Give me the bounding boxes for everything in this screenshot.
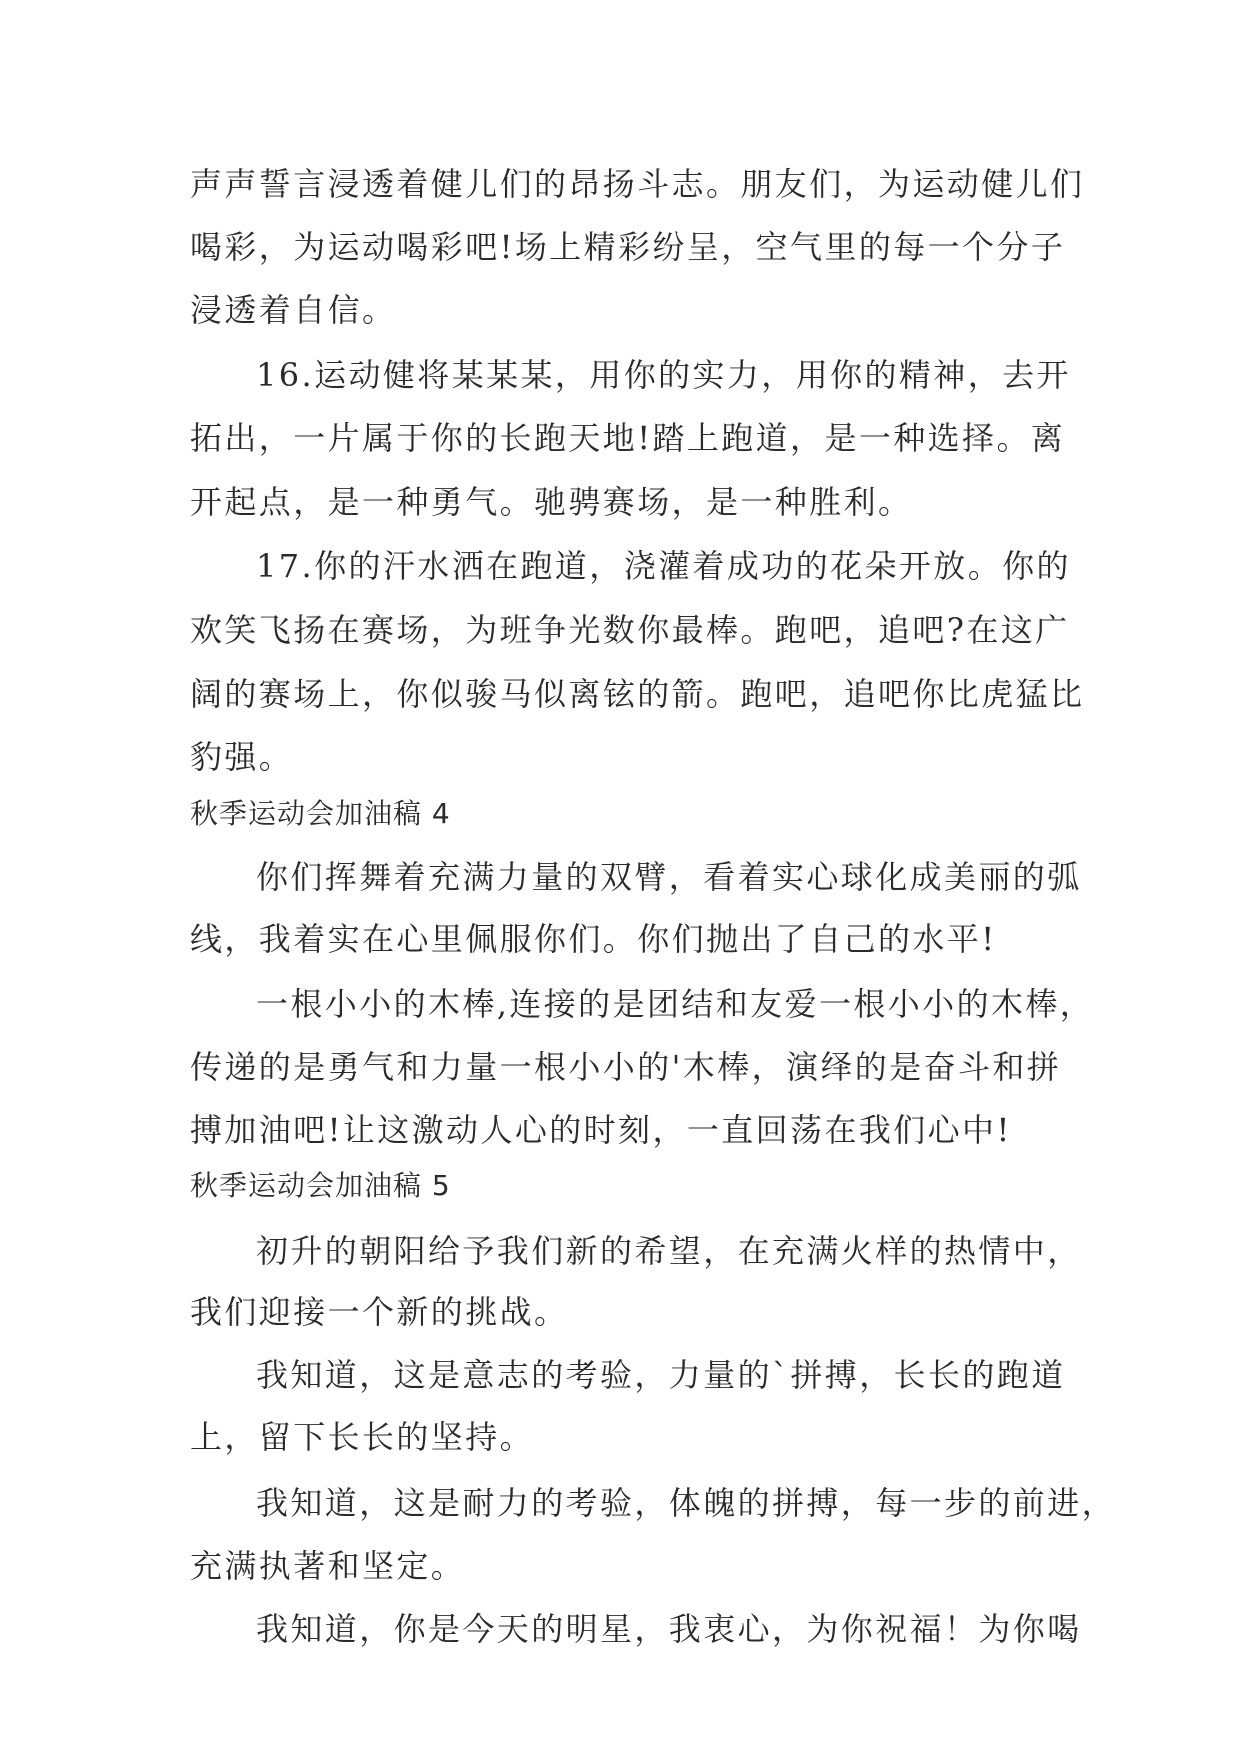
section-heading: 秋季运动会加油稿 5 — [190, 1169, 451, 1202]
text-line: 声声誓言浸透着健儿们的昂扬斗志。朋友们，为运动健儿们 — [190, 165, 1085, 203]
text-line: 我知道，这是耐力的考验，体魄的拼搏，每一步的前进， — [256, 1484, 1117, 1522]
text-line: 阔的赛场上，你似骏马似离铉的箭。跑吧，追吧你比虎猛比 — [190, 675, 1085, 713]
text-line: 线，我着实在心里佩服你们。你们抛出了自己的水平! — [190, 920, 997, 958]
text-line: 浸透着自信。 — [190, 291, 397, 329]
text-line: 17.你的汗水洒在跑道，浇灌着成功的花朵开放。你的 — [256, 547, 1071, 585]
text-line: 开起点，是一种勇气。驰骋赛场，是一种胜利。 — [190, 483, 913, 521]
text-line: 豹强。 — [190, 738, 294, 776]
section-heading: 秋季运动会加油稿 4 — [190, 797, 451, 830]
text-line: 你们挥舞着充满力量的双臂，看着实心球化成美丽的弧 — [256, 858, 1082, 896]
text-line: 我们迎接一个新的挑战。 — [190, 1293, 569, 1331]
text-line: 拓出，一片属于你的长跑天地!踏上跑道，是一种选择。离 — [190, 419, 1066, 457]
text-line: 搏加油吧!让这激动人心的时刻，一直回荡在我们心中! — [190, 1111, 1012, 1149]
text-line: 欢笑飞扬在赛场，为班争光数你最棒。跑吧，追吧?在这广 — [190, 611, 1070, 649]
text-line: 传递的是勇气和力量一根小小的'木棒，演绎的是奋斗和拼 — [190, 1048, 1062, 1086]
text-line: 我知道，这是意志的考验，力量的`拼搏，长长的跑道 — [256, 1356, 1066, 1394]
text-line: 喝彩，为运动喝彩吧!场上精彩纷呈，空气里的每一个分子 — [190, 228, 1066, 266]
text-line: 初升的朝阳给予我们新的希望，在充满火样的热情中， — [256, 1232, 1082, 1270]
text-line: 一根小小的木棒,连接的是团结和友爱一根小小的木棒， — [256, 985, 1095, 1023]
text-line: 上，留下长长的坚持。 — [190, 1418, 535, 1456]
text-line: 我知道，你是今天的明星，我衷心，为你祝福！为你喝 — [256, 1610, 1082, 1648]
text-line: 充满执著和坚定。 — [190, 1547, 466, 1585]
text-line: 16.运动健将某某某，用你的实力，用你的精神，去开 — [256, 356, 1071, 394]
